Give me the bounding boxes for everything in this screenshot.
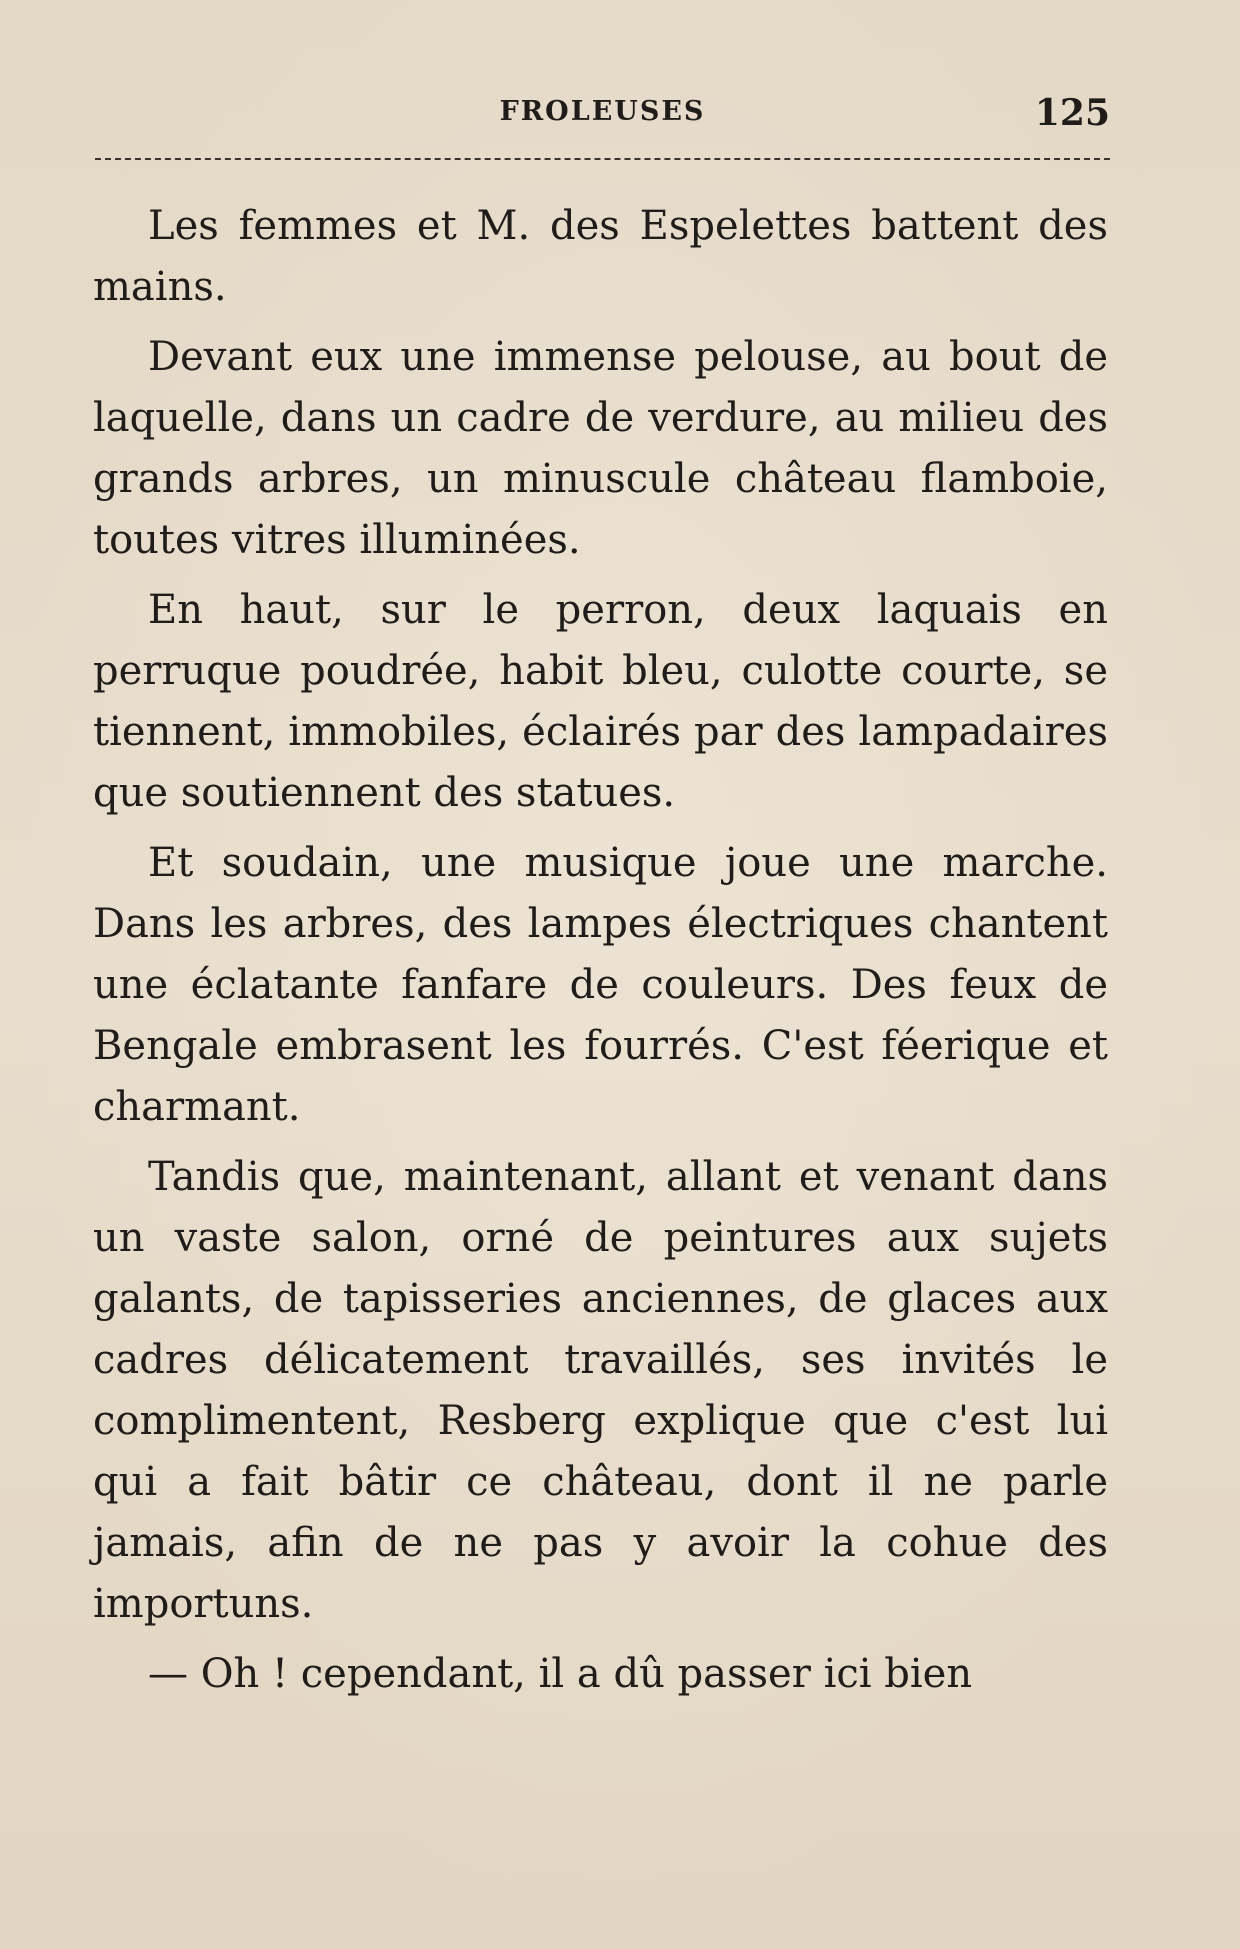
body-text: [93, 196, 1108, 1714]
page-number: 125: [1034, 92, 1110, 134]
paragraph-3: En haut, sur le perron, deux laquais en perruque poudrée, habit bleu, culotte courte, se tiennent, immobiles, éclairés par des lampadaires que soutiennent des statues.: [93, 587, 1108, 816]
running-header: [95, 92, 1110, 132]
header-rule: [95, 158, 1110, 160]
paragraph-1: Les femmes et M. des Espelettes battent des mains.: [93, 203, 1108, 310]
running-title: FROLEUSES: [499, 96, 706, 127]
paragraph-6: — Oh ! cependant, il a dû passer ici bien: [148, 1651, 973, 1697]
paragraph-5: Tandis que, maintenant, allant et venant dans un vaste salon, orné de peintures aux sujets galants, de tapisseries anciennes, de glaces aux cadres délicatement travaillés, ses invités le complimentent, Resberg explique que c'est lui qui a fait bâtir ce château, dont il ne parle jamais, afin de ne pas y avoir la cohue des importuns.: [93, 1154, 1108, 1627]
paragraph-2: Devant eux une immense pelouse, au bout de laquelle, dans un cadre de verdure, au milieu des grands arbres, un minuscule château flamboie, toutes vitres illuminées.: [93, 334, 1108, 563]
paragraph-4: Et soudain, une musique joue une marche. Dans les arbres, des lampes électriques chantent une éclatante fanfare de couleurs. Des feux de Bengale embrasent les fourrés. C'est féerique et charmant.: [93, 840, 1108, 1130]
